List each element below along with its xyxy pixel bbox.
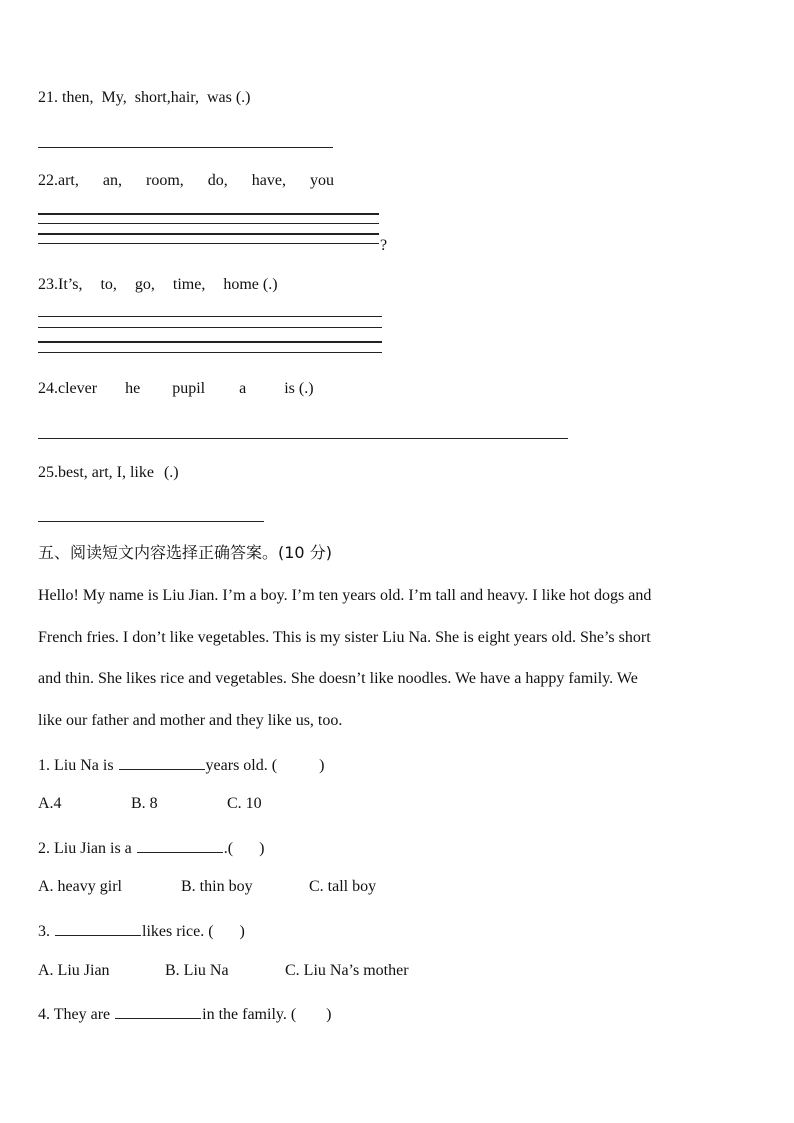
option-b[interactable]: B. Liu Na <box>165 962 229 979</box>
option-c[interactable]: C. 10 <box>227 795 262 812</box>
option-c[interactable]: C. Liu Na’s mother <box>285 962 409 979</box>
word: to, <box>100 276 117 293</box>
option-b[interactable]: B. thin boy <box>181 878 253 895</box>
question-number: 24 <box>38 380 54 397</box>
question-21 <box>38 88 251 108</box>
reading-question-2 <box>38 836 264 859</box>
word: home (.) <box>223 276 278 293</box>
fill-blank[interactable] <box>119 753 205 770</box>
word: a <box>239 380 247 397</box>
answer-line[interactable] <box>38 316 382 317</box>
question-text: in the family. ( <box>202 1006 297 1023</box>
passage-line: Hello! My name is Liu Jian. I’m a boy. I’m ten years old. I’m tall and heavy. I like hot dogs and <box>38 587 652 604</box>
option-a[interactable]: A. heavy girl <box>38 878 122 895</box>
word: . then, <box>54 89 94 106</box>
question-number: 23 <box>38 276 54 293</box>
reading-question-4 <box>38 1002 332 1025</box>
question-24 <box>38 379 314 399</box>
options-1 <box>38 794 262 814</box>
paren-close: ) <box>319 757 325 774</box>
answer-line[interactable] <box>38 243 379 244</box>
word: room, <box>145 172 184 189</box>
answer-line[interactable] <box>38 341 382 343</box>
word: short, <box>134 89 171 106</box>
word: .clever <box>54 380 98 397</box>
fill-blank[interactable] <box>55 919 141 936</box>
question-text: likes rice. ( <box>142 923 214 940</box>
word: hair, <box>170 89 199 106</box>
word: go, <box>134 276 155 293</box>
answer-line[interactable] <box>38 327 382 328</box>
question-25 <box>38 463 179 483</box>
question-mark: ? <box>380 237 388 254</box>
passage-line: like our father and mother and they like us, too. <box>38 712 343 729</box>
question-23 <box>38 275 278 295</box>
answer-line[interactable] <box>38 147 333 148</box>
word: he <box>125 380 141 397</box>
question-text: 3. <box>38 923 50 940</box>
reading-question-3 <box>38 919 245 942</box>
word: was (.) <box>206 89 251 106</box>
options-2 <box>38 877 376 897</box>
word: you <box>309 172 334 189</box>
question-22 <box>38 171 334 191</box>
question-number: 21 <box>38 89 54 106</box>
question-text: 1. Liu Na is <box>38 757 114 774</box>
answer-line[interactable] <box>38 223 379 224</box>
fill-blank[interactable] <box>115 1002 201 1019</box>
word: My, <box>101 89 127 106</box>
word: an, <box>102 172 122 189</box>
passage-line: French fries. I don’t like vegetables. This is my sister Liu Na. She is eight years old. She’s short <box>38 629 651 646</box>
reading-question-1 <box>38 753 324 776</box>
answer-line[interactable] <box>38 352 382 353</box>
paren-close: ) <box>326 1006 332 1023</box>
paren-close: ) <box>259 840 265 857</box>
word: pupil <box>172 380 206 397</box>
word: .It’s, <box>54 276 83 293</box>
answer-line[interactable] <box>38 521 264 522</box>
word: time, <box>172 276 206 293</box>
question-text: 2. Liu Jian is a <box>38 840 132 857</box>
question-text: years old. ( <box>205 757 278 774</box>
question-text: .( <box>223 840 234 857</box>
option-c[interactable]: C. tall boy <box>309 878 377 895</box>
word: have, <box>251 172 286 189</box>
option-b[interactable]: B. 8 <box>131 795 158 812</box>
passage-line: and thin. She likes rice and vegetables. She doesn’t like noodles. We have a happy family. We <box>38 670 638 687</box>
section-heading: 五、阅读短文内容选择正确答案。(10 分) <box>38 543 332 562</box>
word: (.) <box>163 464 179 481</box>
answer-line[interactable] <box>38 213 379 215</box>
options-3 <box>38 961 409 981</box>
question-number: 22 <box>38 172 54 189</box>
word: .best, art, I, like <box>54 464 154 481</box>
answer-line[interactable] <box>38 233 379 235</box>
question-text: 4. They are <box>38 1006 111 1023</box>
question-number: 25 <box>38 464 54 481</box>
word: .art, <box>54 172 79 189</box>
paren-close: ) <box>239 923 245 940</box>
fill-blank[interactable] <box>137 836 223 853</box>
answer-line[interactable] <box>38 438 568 439</box>
option-a[interactable]: A.4 <box>38 795 62 812</box>
word: is (.) <box>284 380 314 397</box>
word: do, <box>207 172 228 189</box>
option-a[interactable]: A. Liu Jian <box>38 962 110 979</box>
